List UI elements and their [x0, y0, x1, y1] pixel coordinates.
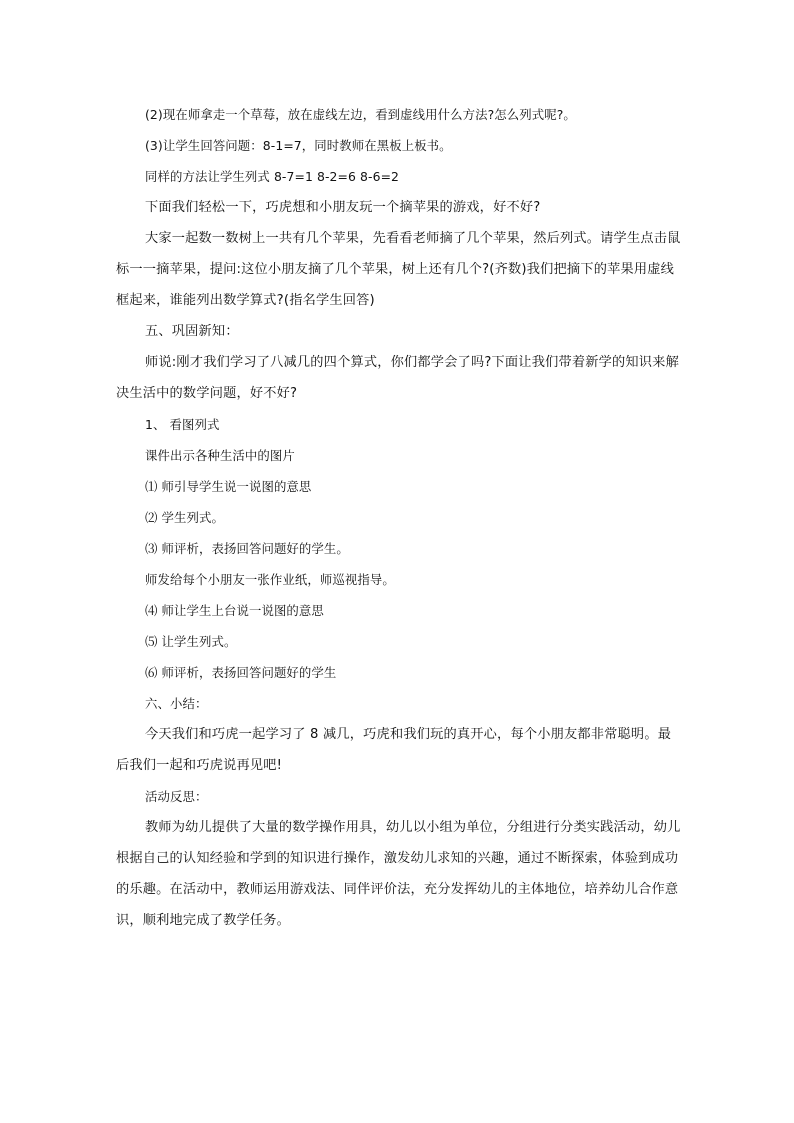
- paragraph-teacher-says: 师说:刚才我们学习了八减几的四个算式，你们都学会了吗?下面让我们带着新学的知识来解决生活中的数学问题，好不好?: [116, 355, 679, 401]
- paragraph-reflection: 教师为幼儿提供了大量的数学操作用具，幼儿以小组为单位，分组进行分类实践活动，幼儿根据自己的认知经验和学到的知识进行操作，激发幼儿求知的兴趣，通过不断探索，体验到成功的乐趣。在活动中，教师运用游戏法、同伴评价法，充分发挥幼儿的主体地位，培养幼儿合作意识，顺利地完成了教学任务。: [116, 820, 681, 928]
- document-body: [116, 99, 681, 936]
- paragraph-courseware-images: 课件出示各种生活中的图片: [145, 448, 295, 463]
- list-item-picture-equation: 1、 看图列式: [145, 417, 220, 432]
- list-item-2: ⑵ 学生列式。: [145, 510, 224, 525]
- list-item-3: ⑶ 师评析，表扬回答问题好的学生。: [145, 541, 349, 556]
- list-item-6: ⑹ 师评析，表扬回答问题好的学生: [145, 665, 337, 680]
- list-item-5: ⑸ 让学生列式。: [145, 634, 237, 649]
- paragraph-count-apples: 大家一起数一数树上一共有几个苹果，先看看老师摘了几个苹果，然后列式。请学生点击鼠标一一摘苹果，提问:这位小朋友摘了几个苹果，树上还有几个?(齐数)我们把摘下的苹果用虚线框起来，谁能列出数学算式?(指名学生回答): [116, 231, 681, 308]
- paragraph-summary: 今天我们和巧虎一起学习了 8 减几，巧虎和我们玩的真开心，每个小朋友都非常聪明。最后我们一起和巧虎说再见吧!: [116, 727, 672, 773]
- paragraph-worksheet: 师发给每个小朋友一张作业纸，师巡视指导。: [145, 572, 395, 587]
- paragraph-step-2: (2)现在师拿走一个草莓，放在虚线左边，看到虚线用什么方法?怎么列式呢?。: [145, 107, 576, 122]
- section-heading-consolidate: 五、巩固新知：: [145, 324, 239, 339]
- paragraph-game-intro: 下面我们轻松一下，巧虎想和小朋友玩一个摘苹果的游戏，好不好?: [145, 200, 541, 215]
- paragraph-same-method: 同样的方法让学生列式 8-7=1 8-2=6 8-6=2: [145, 169, 400, 184]
- paragraph-step-3: (3)让学生回答问题：8-1=7，同时教师在黑板上板书。: [145, 138, 452, 153]
- list-item-4: ⑷ 师让学生上台说一说图的意思: [145, 603, 324, 618]
- list-item-1: ⑴ 师引导学生说一说图的意思: [145, 479, 312, 494]
- section-heading-reflection: 活动反思：: [145, 789, 208, 804]
- section-heading-summary: 六、小结：: [145, 696, 208, 711]
